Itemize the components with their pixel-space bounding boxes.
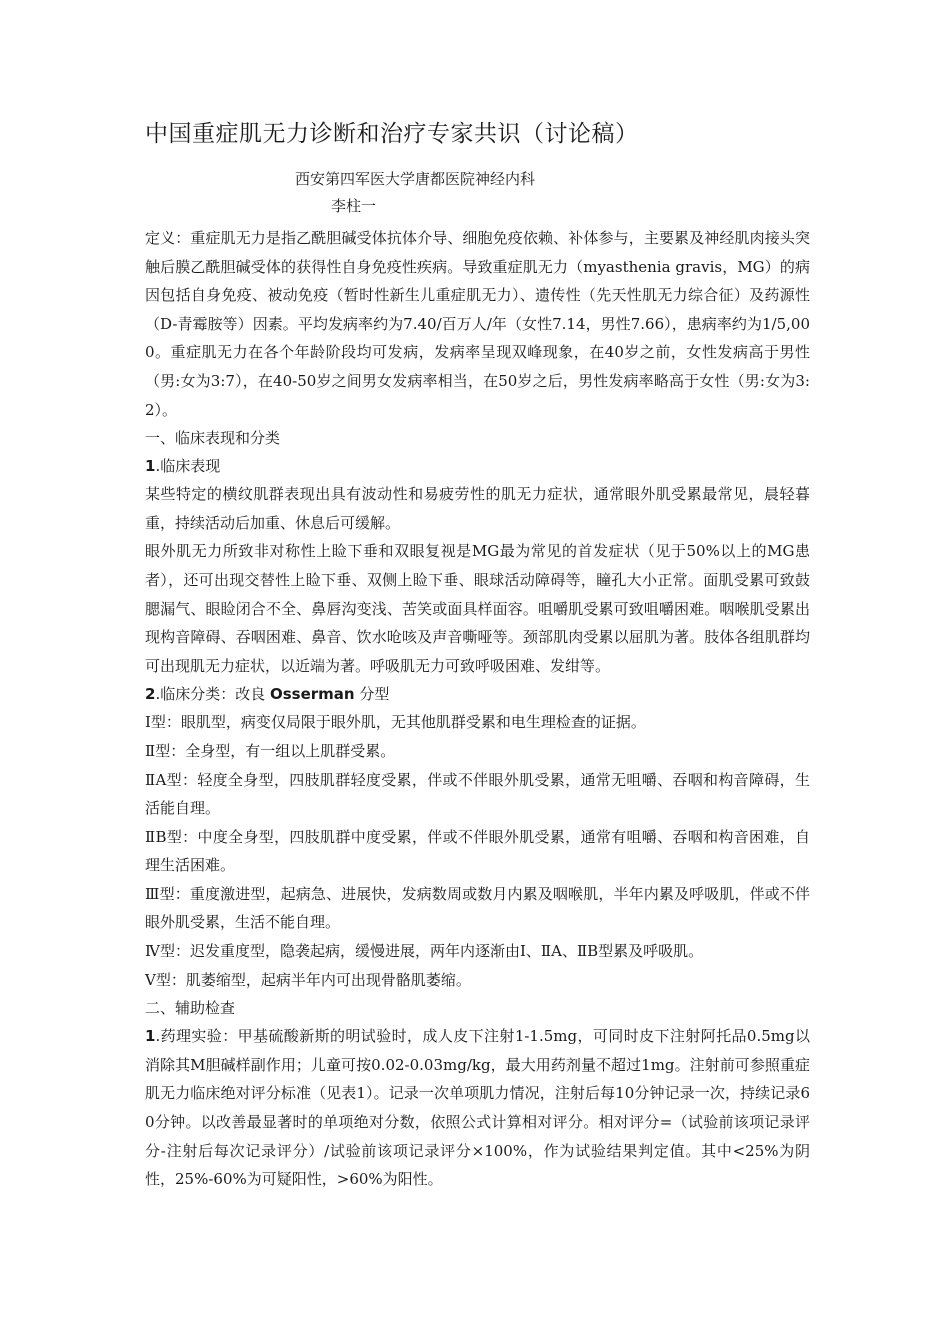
type-2b-item: ⅡB型：中度全身型，四肢肌群中度受累，伴或不伴眼外肌受累，通常有咀嚼、吞咽和构音困难，自理生活困难。 <box>145 827 810 875</box>
paragraph-ocular-symptoms: 眼外肌无力所致非对称性上睑下垂和双眼复视是MG最为常见的首发症状（见于50%以上的MG患者），还可出现交替性上睑下垂、双侧上睑下垂、眼球活动障碍等，瞳孔大小正常。面肌受累可致鼓腮漏气、眼睑闭合不全、鼻唇沟变浅、苦笑或面具样面容。咀嚼肌受累可致咀嚼困难。咽喉肌受累出现构音障碍、吞咽困难、鼻音、饮水呛咳及声音嘶哑等。颈部肌肉受累以屈肌为著。肢体各组肌群均可出现肌无力症状，以近端为著。呼吸肌无力可致呼吸困难、发绀等。 <box>145 542 810 675</box>
document-page <box>145 112 810 1194</box>
subheading-classification <box>145 680 810 708</box>
subheading-number: 1 <box>145 1027 156 1046</box>
document-body <box>145 224 810 1194</box>
subheading-text: .临床表现 <box>155 457 221 476</box>
definition-paragraph: 定义：重症肌无力是指乙酰胆碱受体抗体介导、细胞免疫依赖、补体参与，主要累及神经肌肉接头突触后膜乙酰胆碱受体的获得性自身免疫性疾病。导致重症肌无力（myasthenia gravis，MG）的病因包括自身免疫、被动免疫（暂时性新生儿重症肌无力）、遗传性（先天性肌无力综合征）及药源性（D-青霉胺等）因素。平均发病率约为7.40/百万人/年（女性7.14，男性7.66），患病率约为1/5,000。重症肌无力在各个年龄阶段均可发病，发病率呈现双峰现象，在40岁之前，女性发病高于男性（男:女为3:7），在40-50岁之间男女发病率相当，在50岁之后，男性发病率略高于女性（男:女为3:2）。 <box>145 229 810 419</box>
document-title: 中国重症肌无力诊断和治疗专家共识（讨论稿） <box>145 121 639 147</box>
osserman-name: Osserman <box>270 685 355 704</box>
paragraph-muscle-fatigue: 某些特定的横纹肌群表现出具有波动性和易疲劳性的肌无力症状，通常眼外肌受累最常见，晨轻暮重，持续活动后加重、休息后可缓解。 <box>145 485 810 532</box>
author-affiliation: 西安第四军医大学唐都医院神经内科 <box>295 170 536 188</box>
section-heading-auxiliary: 二、辅助检查 <box>145 999 236 1018</box>
subheading-number: 2 <box>145 685 156 704</box>
subheading-clinical-manifestation <box>145 452 810 480</box>
pharmacological-test-text: .药理实验：甲基硫酸新斯的明试验时，成人皮下注射1-1.5mg，可同时皮下注射阿托品0.5mg以消除其M胆碱样副作用；儿童可按0.02-0.03mg/kg，最大用药剂量不超过1mg。注射前可参照重症肌无力临床绝对评分标准（见表1）。记录一次单项肌力情况，注射后每10分钟记录一次，持续记录60分钟。以改善最显著时的单项绝对分数，依照公式计算相对评分。相对评分=（试验前该项记录评分-注射后每次记录评分）/试验前该项记录评分×100%，作为试验结果判定值。其中<25%为阴性，25%-60%为可疑阳性，>60%为阳性。 <box>145 1027 810 1189</box>
section-heading-clinical: 一、临床表现和分类 <box>145 429 281 448</box>
paragraph-pharmacological-test <box>145 1022 810 1194</box>
type-4-item: Ⅳ型：迟发重度型，隐袭起病，缓慢进展，两年内逐渐由Ⅰ、ⅡA、ⅡB型累及呼吸肌。 <box>145 942 704 961</box>
subheading-tail: 分型 <box>359 685 390 704</box>
subheading-number: 1 <box>145 457 156 476</box>
type-1-item: Ⅰ型：眼肌型，病变仅局限于眼外肌，无其他肌群受累和电生理检查的证据。 <box>145 713 646 732</box>
type-2a-item: ⅡA型：轻度全身型，四肢肌群轻度受累，伴或不伴眼外肌受累，通常无咀嚼、吞咽和构音障碍，生活能自理。 <box>145 770 810 818</box>
subheading-text: .临床分类：改良 <box>155 685 266 704</box>
type-3-item: Ⅲ型：重度激进型，起病急、进展快，发病数周或数月内累及咽喉肌，半年内累及呼吸肌，伴或不伴眼外肌受累，生活不能自理。 <box>145 884 810 932</box>
type-5-item: Ⅴ型：肌萎缩型，起病半年内可出现骨骼肌萎缩。 <box>145 970 471 989</box>
type-2-item: Ⅱ型：全身型，有一组以上肌群受累。 <box>145 741 396 760</box>
author-name: 李柱一 <box>331 197 377 215</box>
